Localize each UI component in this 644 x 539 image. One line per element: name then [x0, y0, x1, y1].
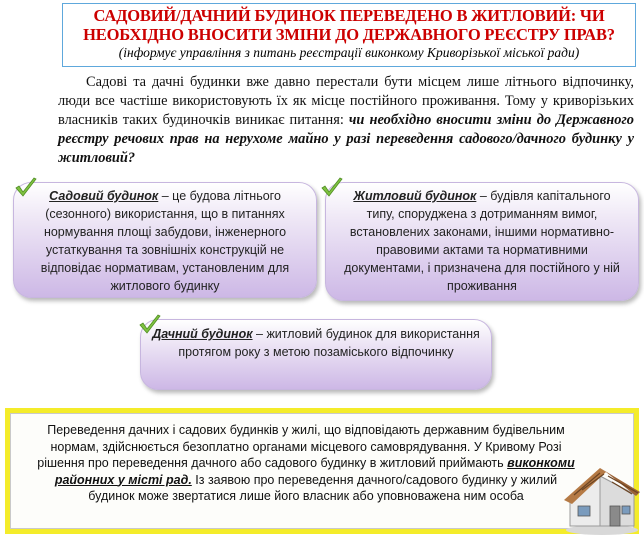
conclusion-text-before: Переведення дачних і садових будинків у жилі, що відповідають державним будівельним нормам, здійснюється безоплатно органами місцевого самоврядування. У Кривому Розі рішення про переведення дачного або садового будинку в житловий приймають	[37, 423, 565, 470]
garden-house-text: – це будова літнього (сезонного) використання, що в питаннях нормування площі забудови, інженерного устаткування та зовнішніх конструкцій не відповідає нормативам, установленим для житлового будинку	[40, 189, 290, 293]
subtitle: (інформує управління з питань реєстрації виконкому Криворізької міської ради)	[118, 45, 580, 60]
residential-house-term: Житловий будинок	[353, 189, 477, 203]
conclusion-highlight: виконкоми районних у місті рад.	[54, 456, 575, 487]
intro-question: чи необхідно вносити зміни до Державного реєстру речових прав на нерухоме майно у разі переведення садового/дачного будинку у житловий?	[58, 112, 634, 166]
definition-garden-house	[13, 182, 317, 298]
definition-residential-house	[325, 182, 639, 301]
conclusion-text-after: Із заявою про переведення дачного/садового будинку у жилий будинок може звертатися лише його власник або уповноважена ним особа	[88, 472, 558, 503]
dacha-house-text: – житловий будинок для використання протягом року з метою позаміського відпочинку	[178, 327, 480, 359]
title-line-2: НЕОБХІДНО ВНОСИТИ ЗМІНИ ДО ДЕРЖАВНОГО РЕЄСТРУ ПРАВ?	[83, 25, 615, 44]
checkmark-icon	[14, 176, 38, 200]
definition-dacha-house	[140, 319, 492, 390]
intro-paragraph	[58, 73, 634, 168]
checkmark-icon	[320, 176, 344, 200]
garden-house-term: Садовий будинок	[49, 189, 159, 203]
title-banner	[62, 3, 636, 67]
title-line-1: САДОВИЙ/ДАЧНИЙ БУДИНОК ПЕРЕВЕДЕНО В ЖИТЛОВИЙ: ЧИ	[93, 6, 605, 25]
dacha-house-term: Дачний будинок	[152, 327, 253, 341]
page-title	[67, 6, 631, 44]
conclusion-text	[30, 422, 582, 505]
intro-text: Садові та дачні будинки вже давно перестали бути місцем лише літнього відпочинку, люди все частіше використовують їх як місце постійного проживання. Тому у криворізьких власників таких будиночків виникає питання:	[58, 74, 634, 128]
conclusion-box	[5, 408, 639, 534]
checkmark-icon	[138, 313, 162, 337]
house-icon	[560, 462, 642, 536]
residential-house-text: – будівля капітального типу, споруджена з дотриманням вимог, встановлених законами, іншими нормативно-правовими актами та нормативними документами, і призначена для постійного у ній проживання	[344, 189, 620, 293]
